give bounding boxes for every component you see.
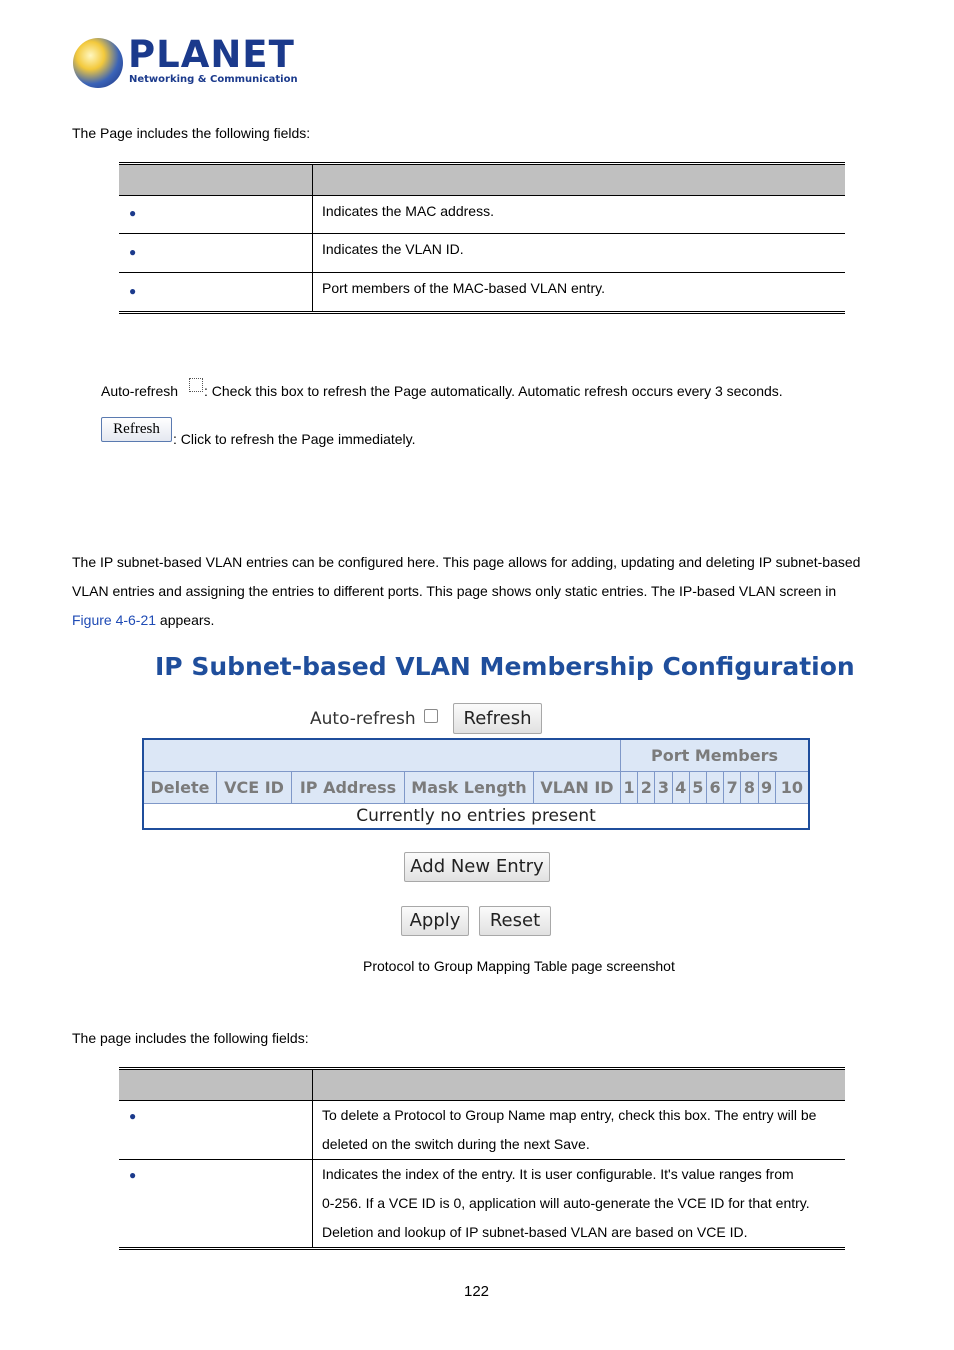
field-description-line: deleted on the switch during the next Save. bbox=[322, 1136, 590, 1152]
refresh-description: : Click to refresh the Page immediately. bbox=[173, 431, 416, 447]
bullet-icon: ● bbox=[129, 1109, 137, 1123]
table-header-row bbox=[119, 1069, 845, 1101]
ss-header-row-1 bbox=[143, 739, 809, 771]
col-port-7: 7 bbox=[724, 771, 741, 803]
bullet-icon: ● bbox=[129, 245, 137, 259]
fields-table bbox=[119, 162, 845, 314]
table-row bbox=[119, 273, 845, 313]
paragraph-line-1: The IP subnet-based VLAN entries can be configured here. This page allows for adding, updating and deleting IP subnet-based bbox=[72, 554, 861, 570]
fields-intro-2: The page includes the following fields: bbox=[72, 1030, 309, 1046]
brand-tagline: Networking & Communication bbox=[129, 74, 298, 85]
col-vlan-id: VLAN ID bbox=[534, 771, 621, 803]
vlan-membership-table bbox=[142, 738, 810, 830]
ss-header-row-2 bbox=[143, 771, 809, 803]
field-description-line: 0-256. If a VCE ID is 0, application will auto-generate the VCE ID for that entry. bbox=[322, 1195, 810, 1211]
col-port-9: 9 bbox=[758, 771, 775, 803]
apply-button[interactable]: Apply bbox=[401, 906, 469, 936]
table-row bbox=[143, 803, 809, 829]
add-new-entry-button[interactable]: Add New Entry bbox=[404, 852, 550, 882]
field-description: Indicates the VLAN ID. bbox=[322, 241, 464, 257]
port-members-header: Port Members bbox=[621, 739, 810, 771]
field-description-line: To delete a Protocol to Group Name map entry, check this box. The entry will be bbox=[322, 1107, 817, 1123]
auto-refresh-label: Auto-refresh bbox=[101, 383, 179, 399]
table-row bbox=[119, 196, 845, 234]
field-description: Port members of the MAC-based VLAN entry. bbox=[322, 280, 605, 296]
col-port-5: 5 bbox=[689, 771, 706, 803]
col-port-3: 3 bbox=[655, 771, 672, 803]
brand-logo-text: PLANET bbox=[128, 33, 295, 76]
ss-header-blank bbox=[143, 739, 621, 771]
planet-globe-logo bbox=[73, 38, 123, 88]
col-port-10: 10 bbox=[775, 771, 809, 803]
fields-intro: The Page includes the following fields: bbox=[72, 125, 311, 141]
col-port-6: 6 bbox=[706, 771, 723, 803]
col-port-2: 2 bbox=[638, 771, 655, 803]
field-description-line: Indicates the index of the entry. It is user configurable. It's value ranges from bbox=[322, 1166, 794, 1182]
ss-auto-refresh-label: Auto-refresh bbox=[310, 709, 416, 729]
col-port-4: 4 bbox=[672, 771, 689, 803]
col-vce-id: VCE ID bbox=[217, 771, 292, 803]
paragraph-line-3-rest: appears. bbox=[156, 612, 215, 628]
empty-message: Currently no entries present bbox=[356, 805, 596, 826]
bullet-icon: ● bbox=[129, 284, 137, 298]
figure-caption: Protocol to Group Mapping Table page screenshot bbox=[363, 958, 675, 974]
col-delete: Delete bbox=[143, 771, 217, 803]
table-row bbox=[119, 1160, 845, 1249]
bullet-icon: ● bbox=[129, 206, 137, 220]
refresh-button[interactable]: Refresh bbox=[101, 417, 172, 442]
paragraph-line-3 bbox=[72, 613, 214, 627]
table-row bbox=[119, 1101, 845, 1160]
auto-refresh-checkbox[interactable] bbox=[189, 378, 203, 392]
reset-button[interactable]: Reset bbox=[479, 906, 551, 936]
col-port-1: 1 bbox=[621, 771, 638, 803]
bullet-icon: ● bbox=[129, 1168, 137, 1182]
col-port-8: 8 bbox=[741, 771, 758, 803]
page-number: 122 bbox=[464, 1283, 490, 1300]
auto-refresh-description: : Check this box to refresh the Page automatically. Automatic refresh occurs every 3 seconds. bbox=[204, 383, 783, 399]
field-description: Indicates the MAC address. bbox=[322, 203, 494, 219]
col-ip-address: IP Address bbox=[292, 771, 405, 803]
field-description-line: Deletion and lookup of IP subnet-based VLAN are based on VCE ID. bbox=[322, 1224, 748, 1240]
screenshot-title: IP Subnet-based VLAN Membership Configuration bbox=[155, 652, 855, 681]
ss-refresh-button[interactable]: Refresh bbox=[453, 703, 542, 734]
figure-link[interactable]: Figure 4-6-21 bbox=[72, 612, 157, 628]
fields-table-2 bbox=[119, 1067, 845, 1250]
paragraph-line-2: VLAN entries and assigning the entries to different ports. This page shows only static entries. The IP-based VLAN screen in bbox=[72, 583, 837, 599]
table-header-row bbox=[119, 164, 845, 196]
col-mask-length: Mask Length bbox=[405, 771, 534, 803]
table-row bbox=[119, 234, 845, 273]
ss-auto-refresh-checkbox[interactable] bbox=[424, 709, 438, 723]
